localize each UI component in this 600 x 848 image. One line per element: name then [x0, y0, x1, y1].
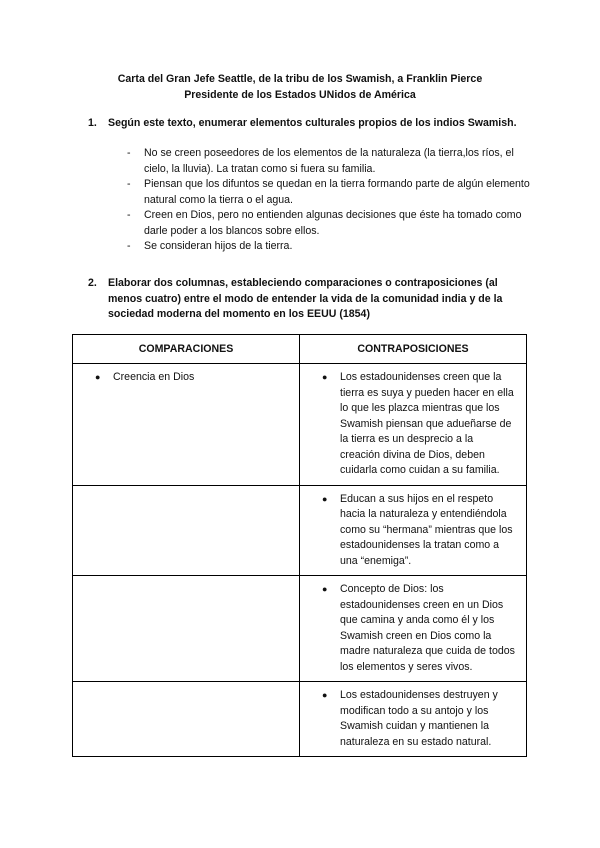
question-2 — [88, 276, 528, 323]
comparison-text: Creencia en Dios — [113, 371, 195, 383]
comparison-text — [73, 682, 299, 694]
title-line-2: Presidente de los Estados UNidos de América — [184, 89, 416, 101]
contraposition-text: Educan a sus hijos en el respeto hacia la naturaleza y entendiéndola como su “hermana” mientras que los estadounidenses la tratan como a una “enemiga”. — [340, 492, 513, 567]
comparison-cell — [73, 485, 300, 576]
header-comparaciones: COMPARACIONES — [73, 335, 300, 364]
bullet-icon: ● — [322, 584, 328, 594]
answer-item: - Creen en Dios, pero no entienden algunas decisiones que éste ha tomado como darle poder a los blancos sobre ellos. — [124, 208, 534, 239]
contraposition-cell — [300, 364, 527, 486]
comparison-cell — [73, 682, 300, 757]
answer-item: - No se creen poseedores de los elementos de la naturaleza (la tierra,los ríos, el cielo, la lluvia). La tratan como si fuera su familia. — [124, 146, 534, 177]
document-title — [60, 71, 540, 103]
contraposition-text: Los estadounidenses creen que la tierra es suya y pueden hacer en ella lo que les plazca mientras que los Swamish piensan que adueñarse de la tierra es un desprecio a la creación divina de Dios, deben cuidarla como cuidan a su familia. — [340, 371, 514, 476]
contraposition-cell — [300, 485, 527, 576]
table-row — [73, 485, 527, 576]
question-2-text: Elaborar dos columnas, estableciendo comparaciones o contraposiciones (al menos cuatro) entre el modo de entender la vida de la comunidad india y de la sociedad moderna del momento en los EEUU (1854) — [108, 277, 503, 320]
answer-item: - Piensan que los difuntos se quedan en la tierra formando parte de algún elemento natural como la tierra o el agua. — [124, 177, 534, 208]
comparison-table — [72, 334, 527, 757]
table-row — [73, 364, 527, 486]
table-row — [73, 682, 527, 757]
question-1-answer-list — [124, 146, 534, 255]
answer-item: - Se consideran hijos de la tierra. — [124, 239, 534, 255]
table-header-row — [73, 335, 527, 364]
question-1-number: 1. — [88, 117, 97, 129]
contraposition-text: Los estadounidenses destruyen y modifican todo a su antojo y los Swamish cuidan y mantienen la naturaleza en su estado natural. — [340, 689, 498, 748]
header-contraposiciones: CONTRAPOSICIONES — [300, 335, 527, 364]
comparison-cell — [73, 364, 300, 486]
question-1 — [88, 116, 528, 132]
bullet-icon: ● — [95, 372, 101, 382]
title-line-1: Carta del Gran Jefe Seattle, de la tribu de los Swamish, a Franklin Pierce — [117, 73, 483, 85]
comparison-text — [73, 486, 299, 498]
table-row — [73, 576, 527, 682]
contraposition-cell — [300, 576, 527, 682]
bullet-icon: ● — [322, 372, 328, 382]
contraposition-text: Concepto de Dios: los estadounidenses creen en un Dios que camina y anda como él y los Swamish creen en Dios como la madre naturaleza que cuida de todos los elementos y seres vivos. — [340, 583, 515, 673]
contraposition-cell — [300, 682, 527, 757]
question-1-text: Según este texto, enumerar elementos culturales propios de los indios Swamish. — [108, 117, 517, 129]
comparison-cell — [73, 576, 300, 682]
bullet-icon: ● — [322, 690, 328, 700]
comparison-text — [73, 576, 299, 588]
question-2-number: 2. — [88, 277, 97, 289]
bullet-icon: ● — [322, 493, 328, 504]
